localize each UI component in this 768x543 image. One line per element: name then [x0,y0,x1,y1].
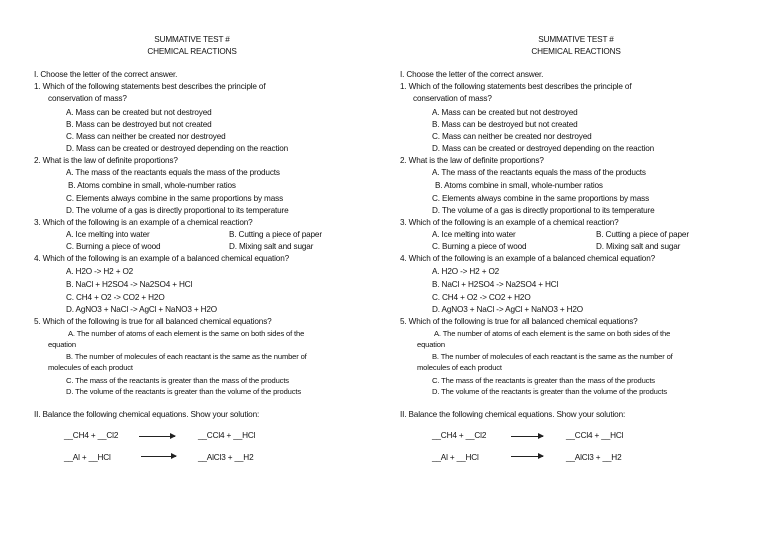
equation-2-reactants: __Al + __HCl [432,453,479,462]
q5-option-c: C. The mass of the reactants is greater than the mass of the products [432,376,655,385]
q1-option-c: C. Mass can neither be created nor destroyed [432,132,592,141]
q3-option-b: B. Cutting a piece of paper [229,230,322,239]
question-2: 2. What is the law of definite proportions? [400,156,544,165]
test-subtitle: CHEMICAL REACTIONS [531,47,621,56]
question-2: 2. What is the law of definite proportions? [34,156,178,165]
q3-option-c: C. Burning a piece of wood [66,242,161,251]
q5-option-b: B. The number of molecules of each reactant is the same as the number of [66,352,307,361]
equation-2-products: __AlCl3 + __H2 [566,453,622,462]
q1-option-a: A. Mass can be created but not destroyed [432,108,578,117]
arrow-icon [511,456,543,457]
part-2-instruction: II. Balance the following chemical equations. Show your solution: [400,410,626,419]
question-5: 5. Which of the following is true for all balanced chemical equations? [400,317,638,326]
q5-option-b-cont: molecules of each product [48,363,133,372]
q3-option-a: A. Ice melting into water [66,230,150,239]
question-1: 1. Which of the following statements best describes the principle of [400,82,632,91]
q5-option-b-cont: molecules of each product [417,363,502,372]
q5-option-b: B. The number of molecules of each reactant is the same as the number of [432,352,673,361]
q5-option-d: D. The volume of the reactants is greater than the volume of the products [66,387,301,396]
q1-option-b: B. Mass can be destroyed but not created [432,120,578,129]
test-subtitle: CHEMICAL REACTIONS [147,47,237,56]
q2-option-c: C. Elements always combine in the same proportions by mass [432,194,650,203]
q4-option-d: D. AgNO3 + NaCl -> AgCl + NaNO3 + H2O [66,305,217,314]
equation-2-reactants: __Al + __HCl [64,453,111,462]
q2-option-b: B. Atoms combine in small, whole-number ratios [435,181,603,190]
q5-option-a: A. The number of atoms of each element is the same on both sides of the [68,329,305,338]
q3-option-d: D. Mixing salt and sugar [596,242,681,251]
question-5: 5. Which of the following is true for all balanced chemical equations? [34,317,272,326]
equation-1-products: __CCl4 + __HCl [566,431,624,440]
question-4: 4. Which of the following is an example of a balanced chemical equation? [400,254,655,263]
q3-option-c: C. Burning a piece of wood [432,242,527,251]
page-header [0,34,384,58]
question-4: 4. Which of the following is an example of a balanced chemical equation? [34,254,289,263]
q2-option-c: C. Elements always combine in the same proportions by mass [66,194,284,203]
question-1-cont: conservation of mass? [48,94,127,103]
page-header [384,34,768,58]
q2-option-b: B. Atoms combine in small, whole-number ratios [68,181,236,190]
q4-option-b: B. NaCl + H2SO4 -> Na2SO4 + HCl [432,280,559,289]
q1-option-c: C. Mass can neither be created nor destroyed [66,132,226,141]
q2-option-d: D. The volume of a gas is directly proportional to its temperature [66,206,289,215]
q4-option-a: A. H2O -> H2 + O2 [66,267,134,276]
test-page-right [384,0,768,543]
arrow-icon [511,436,543,437]
q5-option-a: A. The number of atoms of each element is the same on both sides of the [434,329,671,338]
q5-option-c: C. The mass of the reactants is greater than the mass of the products [66,376,289,385]
q2-option-a: A. The mass of the reactants equals the mass of the products [66,168,280,177]
question-1-cont: conservation of mass? [413,94,492,103]
q3-option-b: B. Cutting a piece of paper [596,230,689,239]
q3-option-d: D. Mixing salt and sugar [229,242,314,251]
q4-option-c: C. CH4 + O2 -> CO2 + H2O [432,293,531,302]
q4-option-a: A. H2O -> H2 + O2 [432,267,500,276]
q1-option-d: D. Mass can be created or destroyed depending on the reaction [432,144,655,153]
equation-1-products: __CCl4 + __HCl [198,431,256,440]
equation-2-products: __AlCl3 + __H2 [198,453,254,462]
q4-option-d: D. AgNO3 + NaCl -> AgCl + NaNO3 + H2O [432,305,583,314]
part-2-instruction: II. Balance the following chemical equations. Show your solution: [34,410,260,419]
q5-option-a-cont: equation [48,340,76,349]
test-title: SUMMATIVE TEST # [154,35,230,44]
question-3: 3. Which of the following is an example of a chemical reaction? [34,218,253,227]
q5-option-d: D. The volume of the reactants is greater than the volume of the products [432,387,667,396]
question-3: 3. Which of the following is an example of a chemical reaction? [400,218,619,227]
arrow-icon [139,436,175,437]
q3-option-a: A. Ice melting into water [432,230,516,239]
q1-option-b: B. Mass can be destroyed but not created [66,120,212,129]
q4-option-c: C. CH4 + O2 -> CO2 + H2O [66,293,165,302]
q2-option-d: D. The volume of a gas is directly proportional to its temperature [432,206,655,215]
question-1: 1. Which of the following statements best describes the principle of [34,82,266,91]
q2-option-a: A. The mass of the reactants equals the mass of the products [432,168,646,177]
test-title: SUMMATIVE TEST # [538,35,614,44]
q4-option-b: B. NaCl + H2SO4 -> Na2SO4 + HCl [66,280,193,289]
q1-option-a: A. Mass can be created but not destroyed [66,108,212,117]
q5-option-a-cont: equation [417,340,445,349]
part-1-instruction: I. Choose the letter of the correct answer. [400,70,544,79]
equation-1-reactants: __CH4 + __Cl2 [64,431,119,440]
part-1-instruction: I. Choose the letter of the correct answer. [34,70,178,79]
equation-1-reactants: __CH4 + __Cl2 [432,431,487,440]
arrow-icon [141,456,176,457]
q1-option-d: D. Mass can be created or destroyed depending on the reaction [66,144,289,153]
